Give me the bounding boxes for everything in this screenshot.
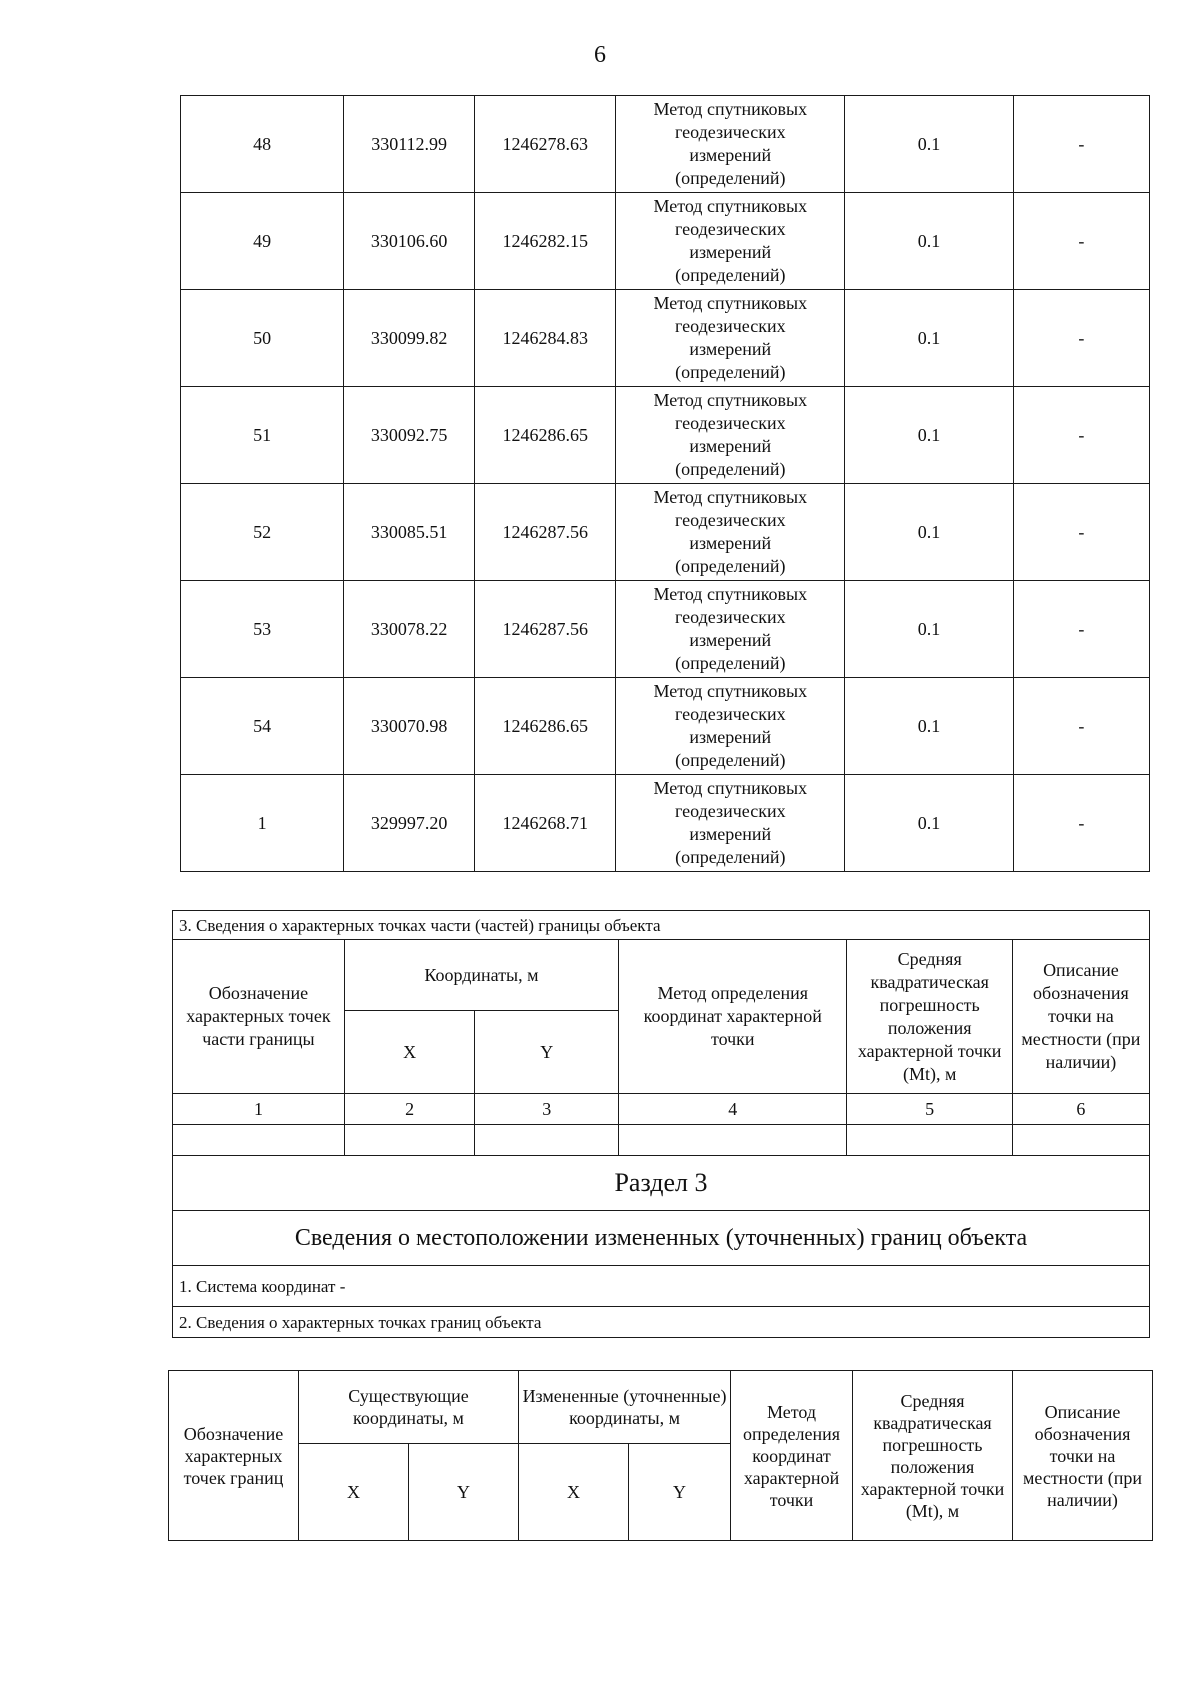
table-row (181, 775, 1150, 872)
changed-boundaries-table (168, 1370, 1153, 1541)
empty-cell (344, 1125, 475, 1156)
column-number: 1 (173, 1094, 345, 1125)
method-cell: Метод спутниковых геодезических измерений (определений) (616, 193, 845, 290)
y-coordinate: 1246268.71 (474, 775, 616, 872)
method-cell: Метод спутниковых геодезических измерений (определений) (616, 484, 845, 581)
method-cell: Метод спутниковых геодезических измерений (определений) (616, 387, 845, 484)
point-number: 1 (181, 775, 344, 872)
boundary-points-caption: 2. Сведения о характерных точках границ объекта (173, 1307, 1150, 1338)
accuracy-value: 0.1 (845, 678, 1014, 775)
header-existing-x: X (299, 1444, 409, 1541)
y-coordinate: 1246278.63 (474, 96, 616, 193)
x-coordinate: 330106.60 (344, 193, 475, 290)
coordinates-table (180, 95, 1150, 872)
empty-cell (1012, 1125, 1149, 1156)
table-row (181, 193, 1150, 290)
point-number: 51 (181, 387, 344, 484)
accuracy-value: 0.1 (845, 387, 1014, 484)
description-cell: - (1013, 96, 1149, 193)
header-method: Метод определения координат характерной точки (731, 1371, 853, 1541)
accuracy-value: 0.1 (845, 775, 1014, 872)
part-boundary-table (172, 910, 1150, 1338)
column-number: 5 (847, 1094, 1012, 1125)
header-point-designation: Обозначение характерных точек границ (169, 1371, 299, 1541)
table-row (181, 678, 1150, 775)
x-coordinate: 330099.82 (344, 290, 475, 387)
point-number: 52 (181, 484, 344, 581)
accuracy-value: 0.1 (845, 290, 1014, 387)
x-coordinate: 330092.75 (344, 387, 475, 484)
description-cell: - (1013, 387, 1149, 484)
y-coordinate: 1246286.65 (474, 678, 616, 775)
point-number: 53 (181, 581, 344, 678)
accuracy-value: 0.1 (845, 96, 1014, 193)
table-row (181, 387, 1150, 484)
point-number: 50 (181, 290, 344, 387)
section-heading: Сведения о местоположении измененных (уточненных) границ объекта (173, 1211, 1150, 1266)
x-coordinate: 330085.51 (344, 484, 475, 581)
description-cell: - (1013, 775, 1149, 872)
method-cell: Метод спутниковых геодезических измерений (определений) (616, 775, 845, 872)
header-description: Описание обозначения точки на местности (при наличии) (1012, 940, 1149, 1094)
point-number: 54 (181, 678, 344, 775)
method-cell: Метод спутниковых геодезических измерений (определений) (616, 290, 845, 387)
accuracy-value: 0.1 (845, 193, 1014, 290)
y-coordinate: 1246286.65 (474, 387, 616, 484)
header-existing-coordinates: Существующие координаты, м (299, 1371, 519, 1444)
header-accuracy: Средняя квадратическая погрешность положения характерной точки (Mt), м (853, 1371, 1013, 1541)
column-number: 2 (344, 1094, 475, 1125)
header-changed-coordinates: Измененные (уточненные) координаты, м (519, 1371, 731, 1444)
header-method: Метод определения координат характерной точки (619, 940, 847, 1094)
accuracy-value: 0.1 (845, 484, 1014, 581)
table-row (181, 581, 1150, 678)
empty-cell (847, 1125, 1012, 1156)
header-changed-y: Y (629, 1444, 731, 1541)
y-coordinate: 1246284.83 (474, 290, 616, 387)
header-description: Описание обозначения точки на местности (при наличии) (1013, 1371, 1153, 1541)
point-number: 48 (181, 96, 344, 193)
header-changed-x: X (519, 1444, 629, 1541)
empty-cell (619, 1125, 847, 1156)
header-point-designation: Обозначение характерных точек части границы (173, 940, 345, 1094)
empty-cell (173, 1125, 345, 1156)
empty-cell (475, 1125, 619, 1156)
table-row (181, 484, 1150, 581)
x-coordinate: 330112.99 (344, 96, 475, 193)
column-number: 6 (1012, 1094, 1149, 1125)
y-coordinate: 1246282.15 (474, 193, 616, 290)
column-number: 3 (475, 1094, 619, 1125)
section-title: Раздел 3 (173, 1156, 1150, 1211)
coordinate-system-line: 1. Система координат - (173, 1266, 1150, 1307)
table-row (181, 290, 1150, 387)
method-cell: Метод спутниковых геодезических измерений (определений) (616, 581, 845, 678)
description-cell: - (1013, 581, 1149, 678)
y-coordinate: 1246287.56 (474, 581, 616, 678)
y-coordinate: 1246287.56 (474, 484, 616, 581)
header-existing-y: Y (409, 1444, 519, 1541)
header-x: X (344, 1011, 475, 1094)
header-coordinates: Координаты, м (344, 940, 618, 1011)
x-coordinate: 330070.98 (344, 678, 475, 775)
header-y: Y (475, 1011, 619, 1094)
table-row (181, 96, 1150, 193)
part-section-caption: 3. Сведения о характерных точках части (частей) границы объекта (173, 911, 1150, 940)
x-coordinate: 329997.20 (344, 775, 475, 872)
description-cell: - (1013, 484, 1149, 581)
description-cell: - (1013, 678, 1149, 775)
description-cell: - (1013, 290, 1149, 387)
accuracy-value: 0.1 (845, 581, 1014, 678)
method-cell: Метод спутниковых геодезических измерений (определений) (616, 678, 845, 775)
x-coordinate: 330078.22 (344, 581, 475, 678)
method-cell: Метод спутниковых геодезических измерений (определений) (616, 96, 845, 193)
description-cell: - (1013, 193, 1149, 290)
column-number: 4 (619, 1094, 847, 1125)
header-accuracy: Средняя квадратическая погрешность положения характерной точки (Mt), м (847, 940, 1012, 1094)
point-number: 49 (181, 193, 344, 290)
page-number: 6 (594, 42, 606, 68)
